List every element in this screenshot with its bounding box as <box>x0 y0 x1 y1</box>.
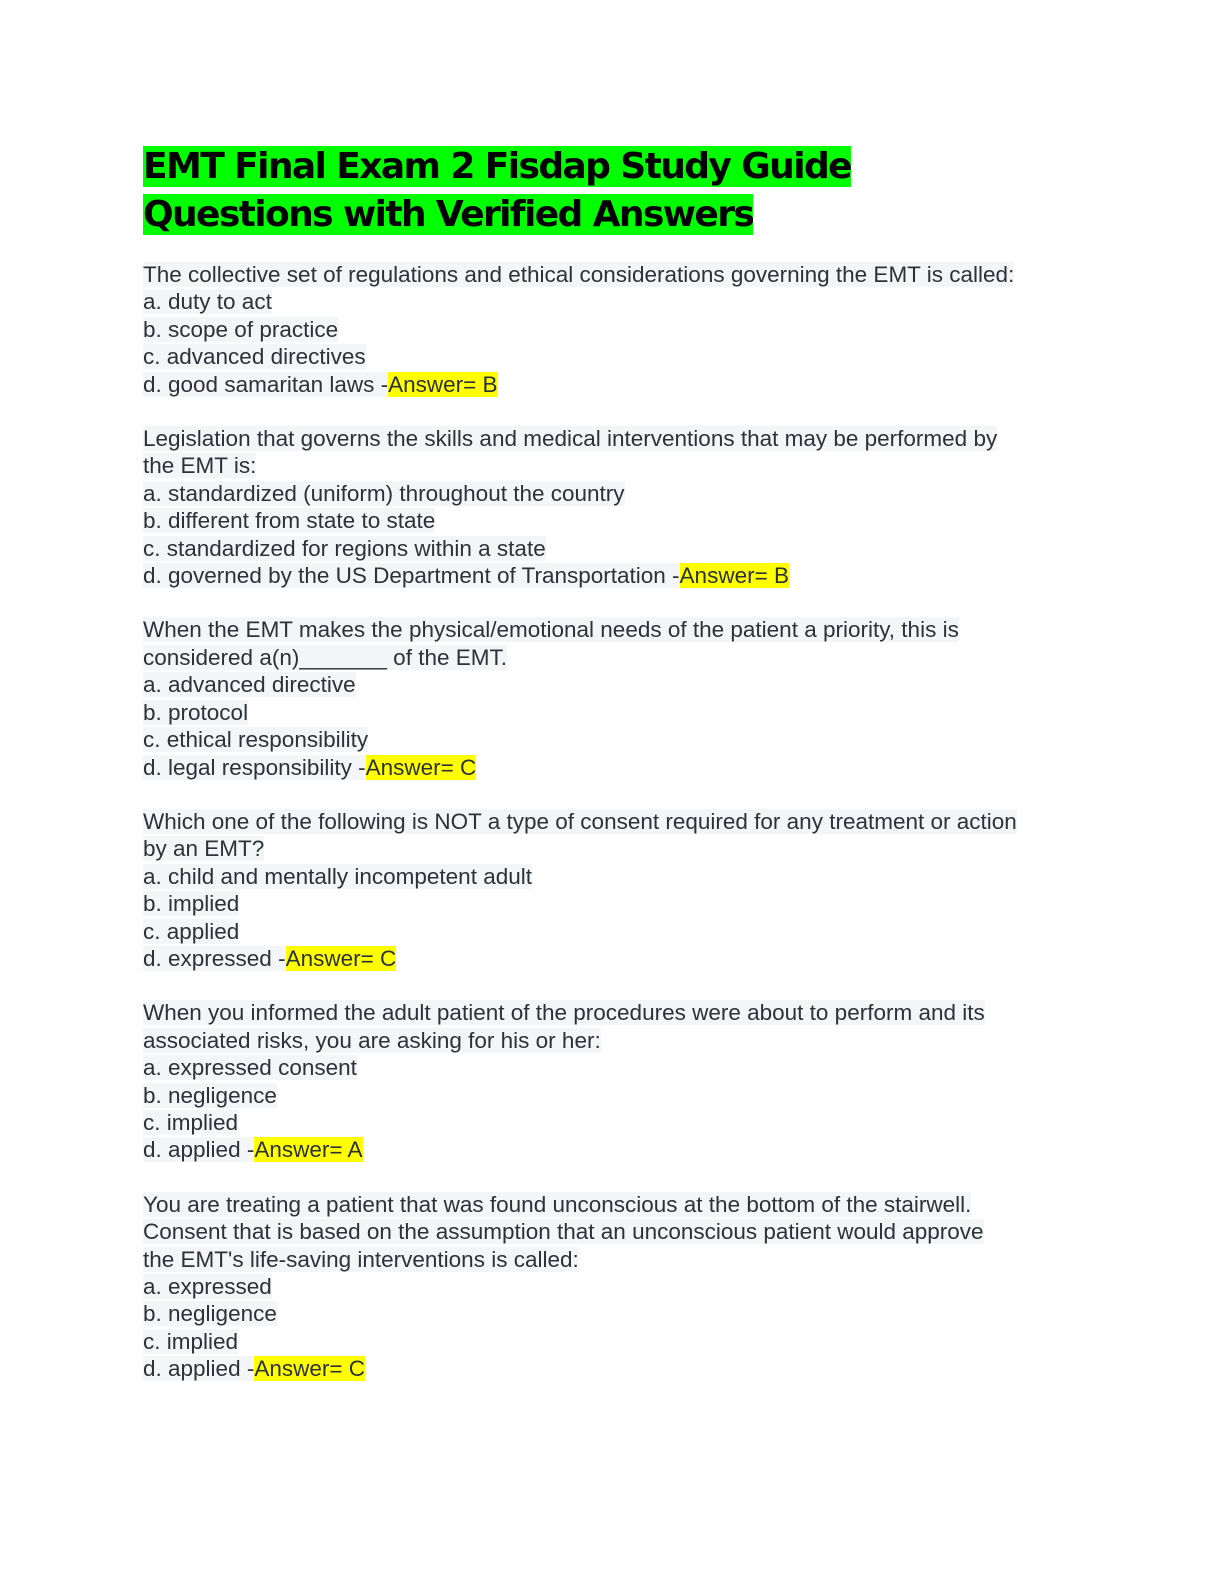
question-block <box>143 616 1083 780</box>
document-title <box>143 143 973 239</box>
answer-option-text: c. implied <box>143 1328 239 1354</box>
question-stem <box>143 644 1083 671</box>
answer-option-text: c. applied <box>143 918 240 944</box>
answer-option-text: a. duty to act <box>143 289 272 315</box>
answer-option-text: b. negligence <box>143 1082 277 1108</box>
answer-option <box>143 288 1083 315</box>
answer-option <box>143 918 1083 945</box>
answer-option <box>143 699 1083 726</box>
answer-option-text: a. advanced directive <box>143 672 356 698</box>
answer-option <box>143 480 1083 507</box>
question-stem-text: When you informed the adult patient of the procedures were about to perform and its <box>143 1000 985 1026</box>
question-stem <box>143 1246 1083 1273</box>
answer-option <box>143 754 1083 781</box>
answer-option <box>143 535 1083 562</box>
answer-option-text: a. child and mentally incompetent adult <box>143 863 532 889</box>
answer-option <box>143 1273 1083 1300</box>
answer-option-text: d. good samaritan laws - <box>143 371 389 397</box>
answer-key: Answer= C <box>285 945 397 971</box>
answer-option-text: b. protocol <box>143 699 249 725</box>
answer-option-text: a. expressed consent <box>143 1055 357 1081</box>
answer-option-text: d. legal responsibility - <box>143 754 366 780</box>
answer-option-text: b. scope of practice <box>143 316 339 342</box>
question-stem-text: by an EMT? <box>143 836 265 862</box>
answer-option <box>143 1136 1083 1163</box>
answer-option-text: d. applied - <box>143 1137 255 1163</box>
answer-option-text: c. standardized for regions within a state <box>143 535 546 561</box>
question-stem-text: the EMT is: <box>143 453 257 479</box>
answer-key: Answer= A <box>254 1137 363 1163</box>
question-block <box>143 425 1083 589</box>
answer-option <box>143 1054 1083 1081</box>
answer-option <box>143 890 1083 917</box>
question-stem-text: Legislation that governs the skills and medical interventions that may be performed by <box>143 426 998 452</box>
answer-option-text: c. implied <box>143 1109 239 1135</box>
answer-option <box>143 507 1083 534</box>
answer-option-text: a. standardized (uniform) throughout the country <box>143 480 625 506</box>
question-stem <box>143 1218 1083 1245</box>
question-block <box>143 999 1083 1163</box>
question-stem <box>143 452 1083 479</box>
question-stem <box>143 425 1083 452</box>
question-stem-text: You are treating a patient that was found unconscious at the bottom of the stairwell. <box>143 1191 972 1217</box>
answer-option-text: b. negligence <box>143 1301 277 1327</box>
answer-option-text: d. expressed - <box>143 945 286 971</box>
answer-option <box>143 343 1083 370</box>
question-stem <box>143 808 1083 835</box>
answer-option <box>143 945 1083 972</box>
question-block <box>143 808 1083 972</box>
question-stem-text: Which one of the following is NOT a type of consent required for any treatment or action <box>143 808 1017 834</box>
answer-option <box>143 1082 1083 1109</box>
answer-option-text: b. implied <box>143 891 240 917</box>
question-stem <box>143 261 1083 288</box>
answer-option <box>143 671 1083 698</box>
document-page <box>143 143 1083 1410</box>
answer-key: Answer= C <box>365 754 477 780</box>
question-stem <box>143 616 1083 643</box>
question-stem-text: When the EMT makes the physical/emotional needs of the patient a priority, this is <box>143 617 959 643</box>
question-stem <box>143 835 1083 862</box>
answer-option <box>143 863 1083 890</box>
question-stem-text: the EMT's life-saving interventions is called: <box>143 1246 579 1272</box>
answer-option-text: d. governed by the US Department of Transportation - <box>143 563 680 589</box>
answer-key: Answer= B <box>388 371 498 397</box>
answer-key: Answer= C <box>254 1356 365 1382</box>
answer-option <box>143 1355 1083 1382</box>
question-stem-text: considered a(n)_______ of the EMT. <box>143 644 507 670</box>
question-stem <box>143 1191 1083 1218</box>
answer-option <box>143 562 1083 589</box>
answer-option <box>143 371 1083 398</box>
answer-option-text: a. expressed <box>143 1274 272 1299</box>
answer-option-text: c. advanced directives <box>143 344 366 370</box>
answer-option-text: d. applied - <box>143 1356 255 1382</box>
question-list <box>143 261 1083 1383</box>
answer-option-text: c. ethical responsibility <box>143 727 369 753</box>
question-block <box>143 1191 1083 1383</box>
question-block <box>143 261 1083 398</box>
question-stem <box>143 999 1083 1026</box>
question-stem <box>143 1027 1083 1054</box>
answer-option <box>143 1300 1083 1327</box>
answer-option <box>143 1328 1083 1355</box>
question-stem-text: Consent that is based on the assumption that an unconscious patient would approve <box>143 1219 984 1245</box>
title-text: EMT Final Exam 2 Fisdap Study Guide Questions with Verified Answers <box>143 146 851 235</box>
answer-option-text: b. different from state to state <box>143 508 436 534</box>
answer-option <box>143 1109 1083 1136</box>
question-stem-text: associated risks, you are asking for his or her: <box>143 1027 601 1053</box>
answer-option <box>143 726 1083 753</box>
answer-key: Answer= B <box>679 563 789 589</box>
answer-option <box>143 316 1083 343</box>
question-stem-text: The collective set of regulations and ethical considerations governing the EMT is called: <box>143 262 1015 287</box>
